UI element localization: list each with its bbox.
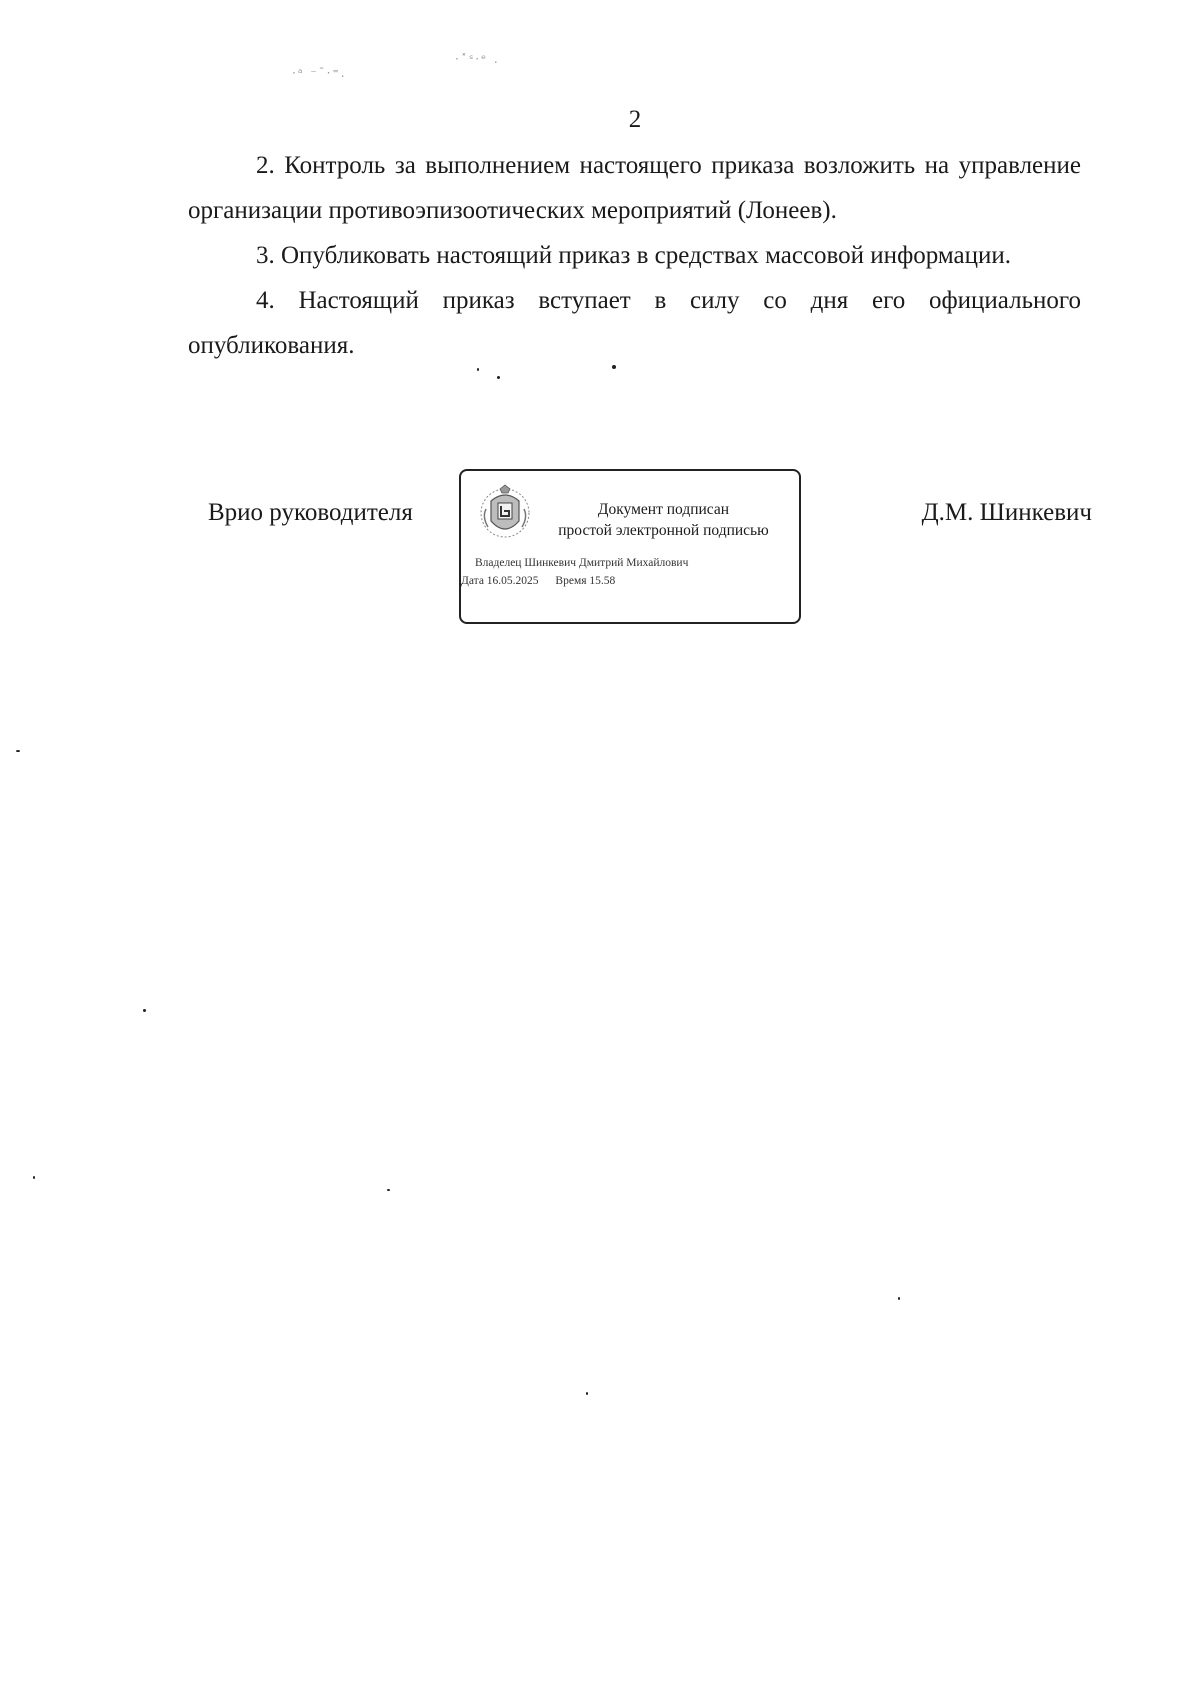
scan-speck <box>387 1189 390 1191</box>
coat-of-arms-icon <box>478 481 532 543</box>
scan-speck <box>497 376 500 379</box>
esign-title <box>541 499 786 541</box>
esign-date: Дата 16.05.2025 <box>461 575 539 587</box>
scan-speck <box>33 1176 35 1179</box>
scan-speck <box>16 750 20 752</box>
page-number: 2 <box>628 106 642 133</box>
scan-speck <box>612 365 616 369</box>
scan-speck <box>143 1009 146 1012</box>
paragraph-effective: 4. Настоящий приказ вступает в силу со дня его официального опубликования. <box>188 287 1081 359</box>
esign-time: Время 15.58 <box>555 575 616 587</box>
document-body <box>188 143 1081 368</box>
scan-noise: ·˟ˢ·ᵉ . <box>455 52 500 66</box>
paragraph-control: 2. Контроль за выполнением настоящего приказа возложить на управление организации противоэпизоотических мероприятий (Лонеев). <box>188 152 1081 224</box>
signer-position: Врио руководителя <box>208 499 413 526</box>
paragraph-publish: 3. Опубликовать настоящий приказ в средствах массовой информации. <box>256 242 1012 269</box>
electronic-signature-stamp <box>459 469 801 624</box>
esign-date-time <box>461 575 615 587</box>
signer-name: Д.М. Шинкевич <box>921 499 1092 526</box>
scan-speck <box>477 368 479 371</box>
scan-noise: ·ᵃ ⁻ˉ·⁼. <box>292 66 347 80</box>
esign-title-line-1: Документ подписан <box>597 501 730 518</box>
scan-speck <box>586 1392 588 1395</box>
esign-title-line-2: простой электронной подписью <box>558 522 769 539</box>
esign-owner: Владелец Шинкевич Дмитрий Михайлович <box>475 557 689 569</box>
scan-speck <box>898 1297 900 1300</box>
